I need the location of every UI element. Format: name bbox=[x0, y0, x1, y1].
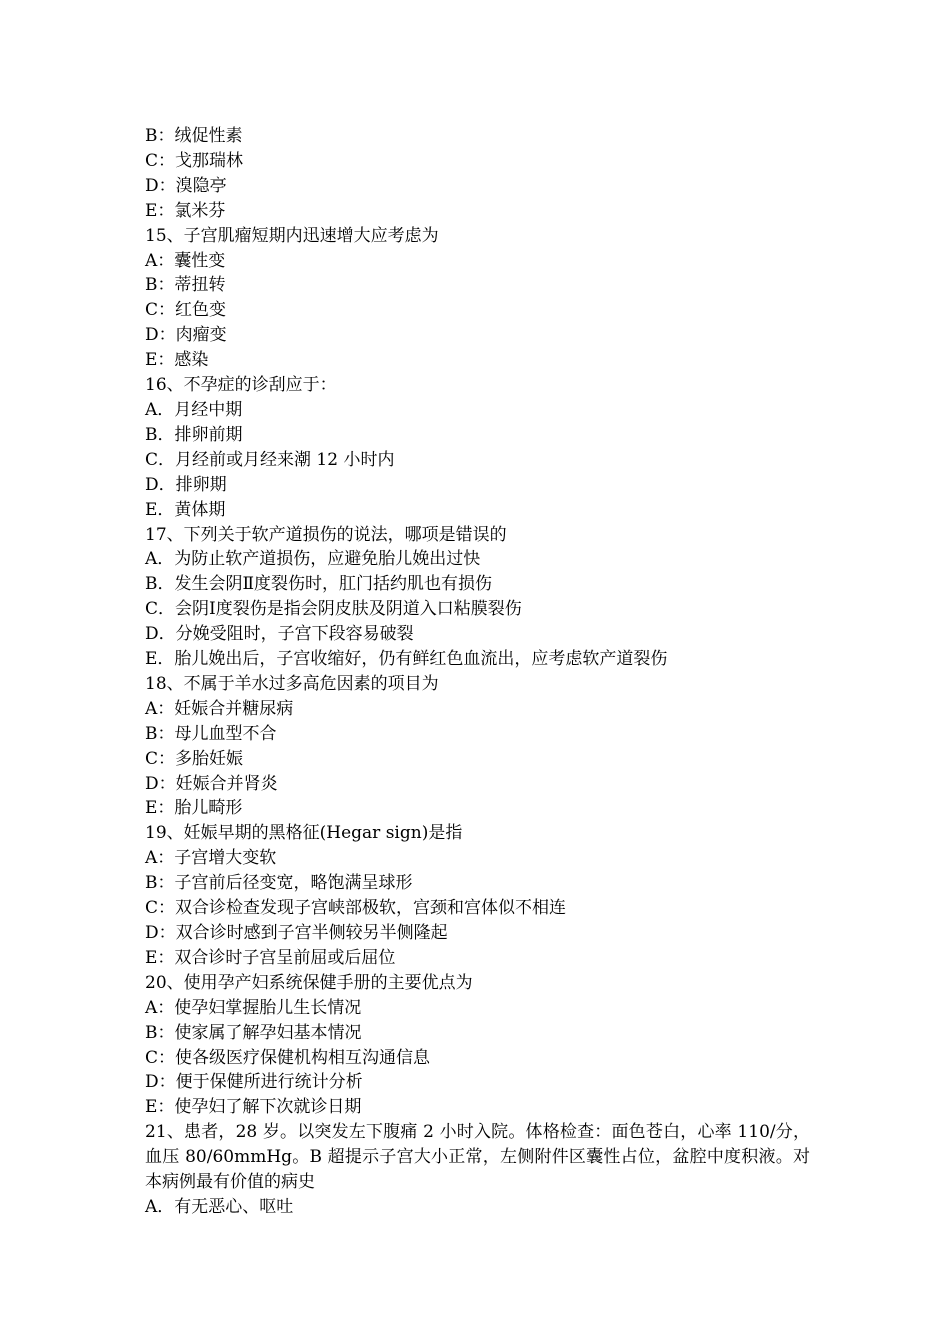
text-line: D：便于保健所进行统计分析 bbox=[145, 1072, 363, 1093]
question-21-option-a: A．有无恶心、呕吐 bbox=[145, 1196, 294, 1217]
text-line: A：妊娠合并糖尿病 bbox=[145, 698, 294, 719]
text-line: C：双合诊检查发现子宫峡部极软，宫颈和宫体似不相连 bbox=[145, 898, 567, 919]
text-line: A：子宫增大变软 bbox=[145, 848, 277, 869]
text-line: D．排卵期 bbox=[145, 474, 227, 495]
text-line: B：绒促性素 bbox=[145, 126, 243, 146]
text-line: B：蒂扭转 bbox=[145, 275, 226, 296]
text-line: B：母儿血型不合 bbox=[145, 723, 277, 744]
text-line: D：妊娠合并肾炎 bbox=[145, 773, 278, 794]
text-line: B：子宫前后径变宽，略饱满呈球形 bbox=[145, 873, 413, 894]
text-line: C：戈那瑞林 bbox=[145, 150, 244, 171]
question-21-stem: 21、患者，28 岁。以突发左下腹痛 2 小时入院。体格检查：面色苍白，心率 110/分，血压 80/60mmHg。B 超提示子宫大小正常，左侧附件区囊性占位，盆腔中度积液。对本病例最有价值的病史 bbox=[145, 1122, 810, 1193]
text-line: C：多胎妊娠 bbox=[145, 748, 244, 769]
text-line: E：使孕妇了解下次就诊日期 bbox=[145, 1097, 362, 1118]
text-line: E：双合诊时子宫呈前屈或后屈位 bbox=[145, 947, 396, 968]
text-line: A．月经中期 bbox=[145, 399, 243, 420]
question-lines bbox=[145, 124, 810, 1120]
text-line: A．为防止软产道损伤，应避免胎儿娩出过快 bbox=[145, 549, 481, 570]
text-line: B．发生会阴Ⅱ度裂伤时，肛门括约肌也有损伤 bbox=[145, 574, 493, 595]
text-line: 18、不属于羊水过多高危因素的项目为 bbox=[145, 673, 439, 694]
text-line: E：胎儿畸形 bbox=[145, 798, 243, 819]
text-line: C．月经前或月经来潮 12 小时内 bbox=[145, 449, 395, 470]
text-line: D：肉瘤变 bbox=[145, 325, 227, 346]
text-line: E：氯米芬 bbox=[145, 200, 226, 221]
text-line: E．胎儿娩出后，子宫收缩好，仍有鲜红色血流出，应考虑软产道裂伤 bbox=[145, 649, 668, 670]
text-line: B．排卵前期 bbox=[145, 424, 243, 445]
text-line: A：囊性变 bbox=[145, 250, 226, 271]
text-line: B：使家属了解孕妇基本情况 bbox=[145, 1022, 362, 1043]
text-line: A：使孕妇掌握胎儿生长情况 bbox=[145, 997, 362, 1018]
text-line: 17、下列关于软产道损伤的说法，哪项是错误的 bbox=[145, 524, 507, 545]
text-line: 20、使用孕产妇系统保健手册的主要优点为 bbox=[145, 972, 473, 993]
text-line: E．黄体期 bbox=[145, 499, 226, 520]
text-line: C：使各级医疗保健机构相互沟通信息 bbox=[145, 1047, 431, 1068]
text-line: 16、不孕症的诊刮应于： bbox=[145, 375, 337, 396]
text-line: D．分娩受阻时，子宫下段容易破裂 bbox=[145, 624, 414, 645]
text-line: C．会阴Ⅰ度裂伤是指会阴皮肤及阴道入口粘膜裂伤 bbox=[145, 599, 522, 620]
text-line: C：红色变 bbox=[145, 300, 227, 321]
text-line: 19、妊娠早期的黑格征(Hegar sign)是指 bbox=[145, 823, 463, 844]
document-body bbox=[145, 124, 810, 1220]
text-line: E：感染 bbox=[145, 350, 209, 371]
text-line: D：双合诊时感到子宫半侧较另半侧隆起 bbox=[145, 923, 448, 943]
text-line: 15、子宫肌瘤短期内迅速增大应考虑为 bbox=[145, 225, 439, 246]
text-line: D：溴隐亭 bbox=[145, 175, 227, 196]
